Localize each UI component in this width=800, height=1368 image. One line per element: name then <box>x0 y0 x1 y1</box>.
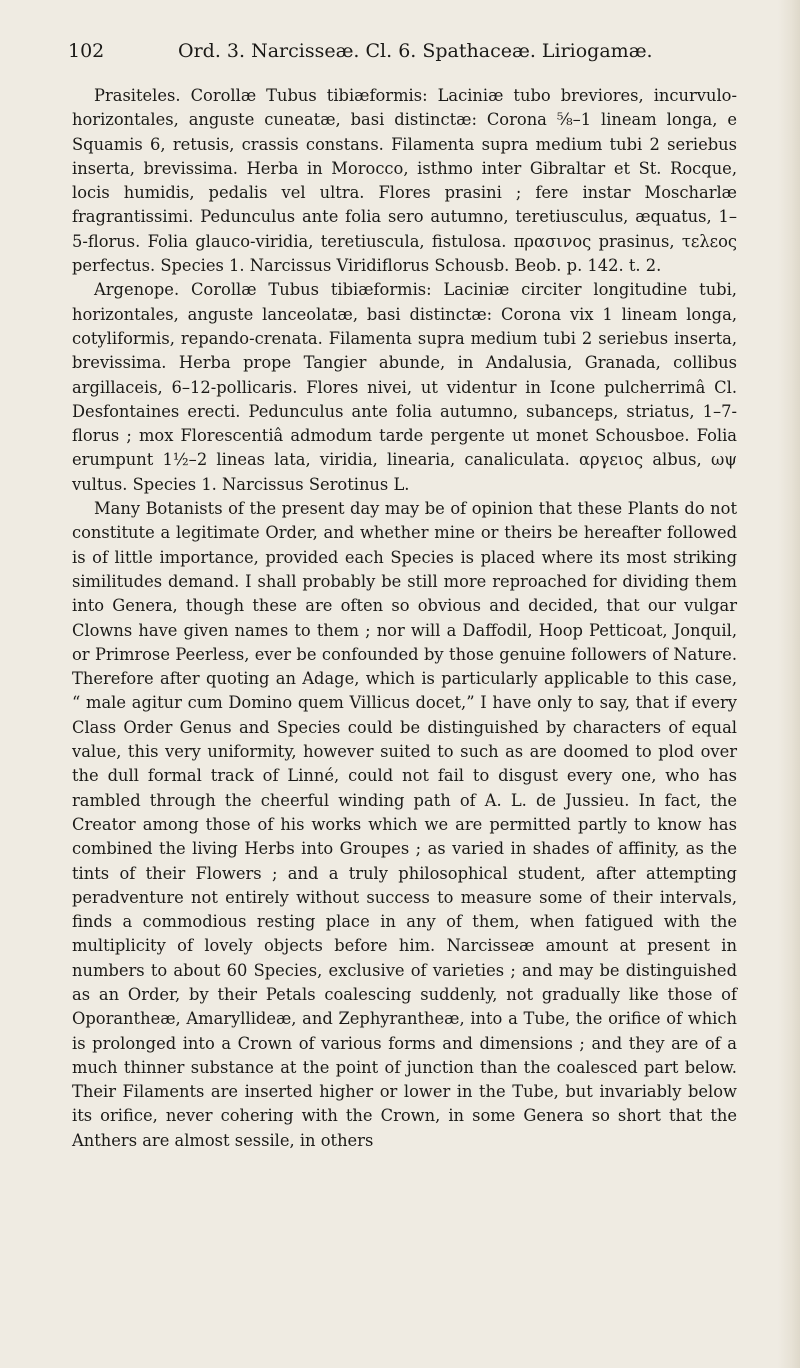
page-number: 102 <box>68 40 105 62</box>
paragraph-argenope: Argenope. Corollæ Tubus tibiæformis: Laciniæ circiter longitudine tubi, horizontales, anguste lanceolatæ, basi distinctæ: Corona vix 1 lineam longa, cotyliformis, repando-crenata. Filamenta supra medium tubi 2 seriebus inserta, brevissima. Herba prope Tangier abunde, in Andalusia, Granada, collibus argillaceis, 6–12-pollicaris. Flores nivei, ut videntur in Icone pulcherrimâ Cl. Desfontaines erecti. Pedunculus ante folia autumno, subanceps, striatus, 1–7-florus ; mox Florescentiâ admodum tarde pergente ut monet Schousboe. Folia erumpunt 1½–2 lineas lata, viridia, linearia, canaliculata. αργειος albus, ωψ vultus. Species 1. Narcissus Serotinus L. <box>72 280 737 494</box>
paragraph-prasiteles: Prasiteles. Corollæ Tubus tibiæformis: Laciniæ tubo breviores, incurvulo-horizontales, anguste cuneatæ, basi distinctæ: Corona ⅝–1 lineam longa, e Squamis 6, retusis, crassis constans. Filamenta supra medium tubi 2 seriebus inserta, brevissima. Herba in Morocco, isthmo inter Gibraltar et St. Rocque, locis humidis, pedalis vel ultra. Flores prasini ; fere instar Moscharlæ fragrantissimi. Pedunculus ante folia sero autumno, teretiusculus, æquatus, 1–5-florus. Folia glauco-viridia, teretiuscula, fistulosa. πρασινος prasinus, τελεος perfectus. Species 1. Narcissus Viridiflorus Schousb. Beob. p. 142. t. 2. <box>72 86 737 276</box>
page-edge <box>778 0 800 1368</box>
running-title: Ord. 3. Narcisseæ. Cl. 6. Spathaceæ. Liriogamæ. <box>178 40 653 62</box>
page-header <box>68 40 736 70</box>
paragraph-discussion: Many Botanists of the present day may be of opinion that these Plants do not constitute a legitimate Order, and whether mine or theirs be hereafter followed is of little importance, provided each Species is placed where its most striking similitudes demand. I shall probably be still more reproached for dividing them into Genera, though these are often so obvious and decided, that our vulgar Clowns have given names to them ; nor will a Daffodil, Hoop Petticoat, Jonquil, or Primrose Peerless, ever be confounded by those genuine followers of Nature. Therefore after quoting an Adage, which is particularly applicable to this case, “ male agitur cum Domino quem Villicus docet,” I have only to say, that if every Class Order Genus and Species could be distinguished by characters of equal value, this very uniformity, however suited to such as are doomed to plod over the dull formal track of Linné, could not fail to disgust every one, who has rambled through the cheerful winding path of A. L. de Jussieu. In fact, the Creator among those of his works which we are permitted partly to know has combined the living Herbs into Groupes ; as varied in shades of affinity, as the tints of their Flowers ; and a truly philosophical student, after attempting peradventure not entirely without success to measure some of their intervals, finds a commodious resting place in any of them, when fatigued with the multiplicity of lovely objects before him. Narcisseæ amount at present in numbers to about 60 Species, exclusive of varieties ; and may be distinguished as an Order, by their Petals coalescing suddenly, not gradually like those of Oporantheæ, Amaryllideæ, and Zephyrantheæ, into a Tube, the orifice of which is prolonged into a Crown of various forms and dimensions ; and they are of a much thinner substance at the point of junction than the coalesced part below. Their Filaments are inserted higher or lower in the Tube, but invariably below its orifice, never cohering with the Crown, in some Genera so short that the Anthers are almost sessile, in others <box>72 499 737 1150</box>
body-text <box>72 84 737 1153</box>
